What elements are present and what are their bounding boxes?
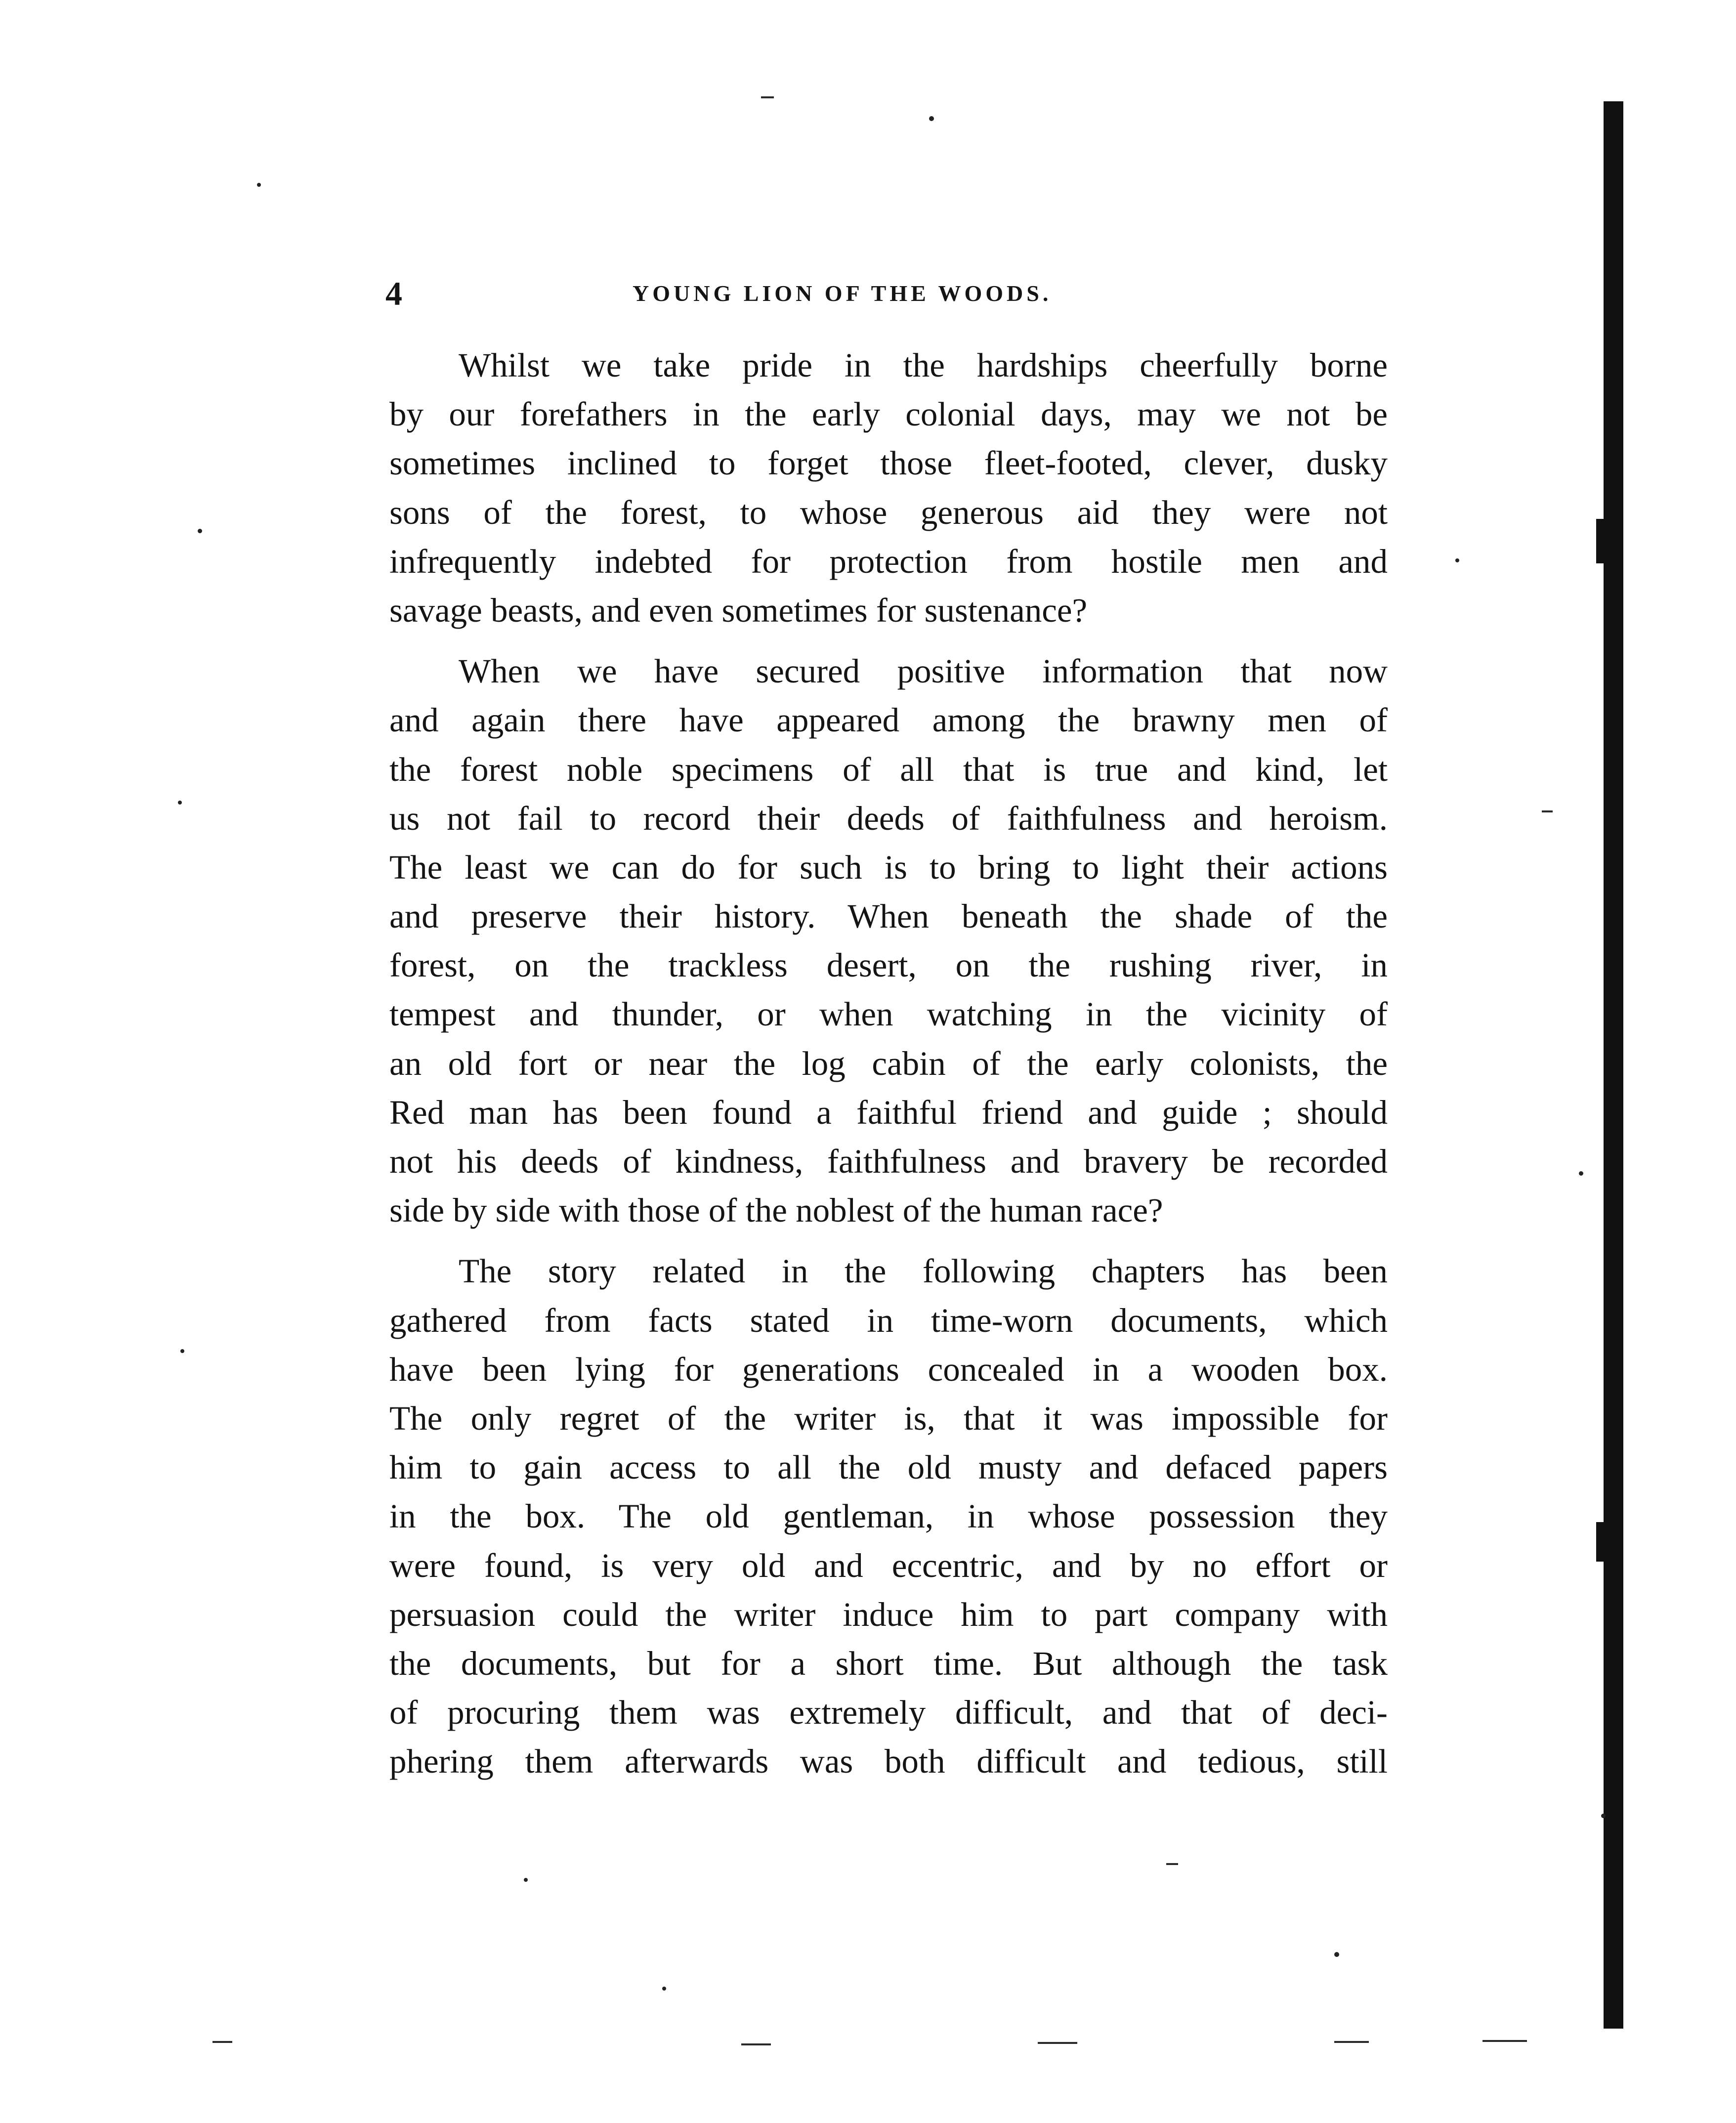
running-head: YOUNG LION OF THE WOODS. [633,281,1052,306]
paragraph [389,341,1388,635]
scan-speck [1455,558,1459,562]
text-line: The only regret of the writer is, that it was impossible for [389,1399,1388,1437]
text-line: gathered from facts stated in time-worn documents, which [389,1301,1388,1339]
scan-speck [1542,810,1553,812]
scan-speck [212,2041,232,2043]
scan-speck [1601,1814,1606,1818]
text-line: savage beasts, and even sometimes for sustenance? [389,591,1088,629]
text-line: The story related in the following chapters has been [459,1252,1388,1290]
scan-speck [1482,2040,1527,2042]
text-line: Whilst we take pride in the hardships cheerfully borne [459,346,1388,384]
scan-speck [761,96,774,98]
scan-speck [1579,1171,1583,1176]
text-line: of procuring them was extremely difficult, and that of deci- [389,1694,1388,1732]
scan-speck [741,2043,771,2045]
text-line: and again there have appeared among the brawny men of [389,701,1388,739]
binding-edge-mark [1596,519,1611,563]
text-line: have been lying for generations concealed in a wooden box. [389,1350,1388,1388]
text-line: not his deeds of kindness, faithfulness and bravery be recorded [389,1143,1388,1180]
text-line: us not fail to record their deeds of faithfulness and heroism. [389,799,1388,837]
text-line: The least we can do for such is to bring to light their actions [389,848,1388,886]
text-line: Red man has been found a faithful friend and guide ; should [389,1093,1388,1131]
text-line: the documents, but for a short time. But although the task [389,1644,1388,1682]
scan-speck [178,801,182,805]
text-line: forest, on the trackless desert, on the rushing river, in [389,946,1388,984]
scan-speck [1334,2041,1369,2043]
text-line: sometimes inclined to forget those fleet-footed, clever, dusky [389,444,1388,482]
text-line: and preserve their history. When beneath the shade of the [389,897,1388,935]
binding-edge-mark [1596,1522,1611,1562]
scan-speck [1166,1863,1178,1865]
text-line: the forest noble specimens of all that is true and kind, let [389,750,1388,788]
text-line: in the box. The old gentleman, in whose possession they [389,1497,1388,1535]
page-header [385,274,1394,329]
scan-speck [180,1349,184,1353]
scan-speck [257,183,261,187]
paragraph [389,647,1388,1235]
text-line: tempest and thunder, or when watching in the vicinity of [389,995,1388,1033]
text-line: were found, is very old and eccentric, and by no effort or [389,1546,1388,1584]
text-line: infrequently indebted for protection from hostile men and [389,542,1388,580]
body-text [389,341,1388,1798]
text-line: persuasion could the writer induce him to part company with [389,1595,1388,1633]
text-line: When we have secured positive information that now [459,652,1388,690]
text-line: by our forefathers in the early colonial days, may we not be [389,395,1388,433]
paragraph [389,1247,1388,1786]
text-line: him to gain access to all the old musty and defaced papers [389,1448,1388,1486]
page-number: 4 [385,275,402,312]
binding-edge [1604,101,1623,2029]
text-line: side by side with those of the noblest of the human race? [389,1191,1163,1230]
text-line: an old fort or near the log cabin of the early colonists, the [389,1044,1388,1082]
scan-speck [1334,1952,1339,1957]
text-line: sons of the forest, to whose generous aid they were not [389,493,1388,531]
scan-speck [1038,2042,1077,2044]
scan-speck [929,116,934,121]
scan-speck [198,529,202,533]
text-line: phering them afterwards was both difficult and tedious, still [389,1742,1388,1781]
scan-speck [524,1878,528,1882]
scan-speck [662,1987,666,1991]
